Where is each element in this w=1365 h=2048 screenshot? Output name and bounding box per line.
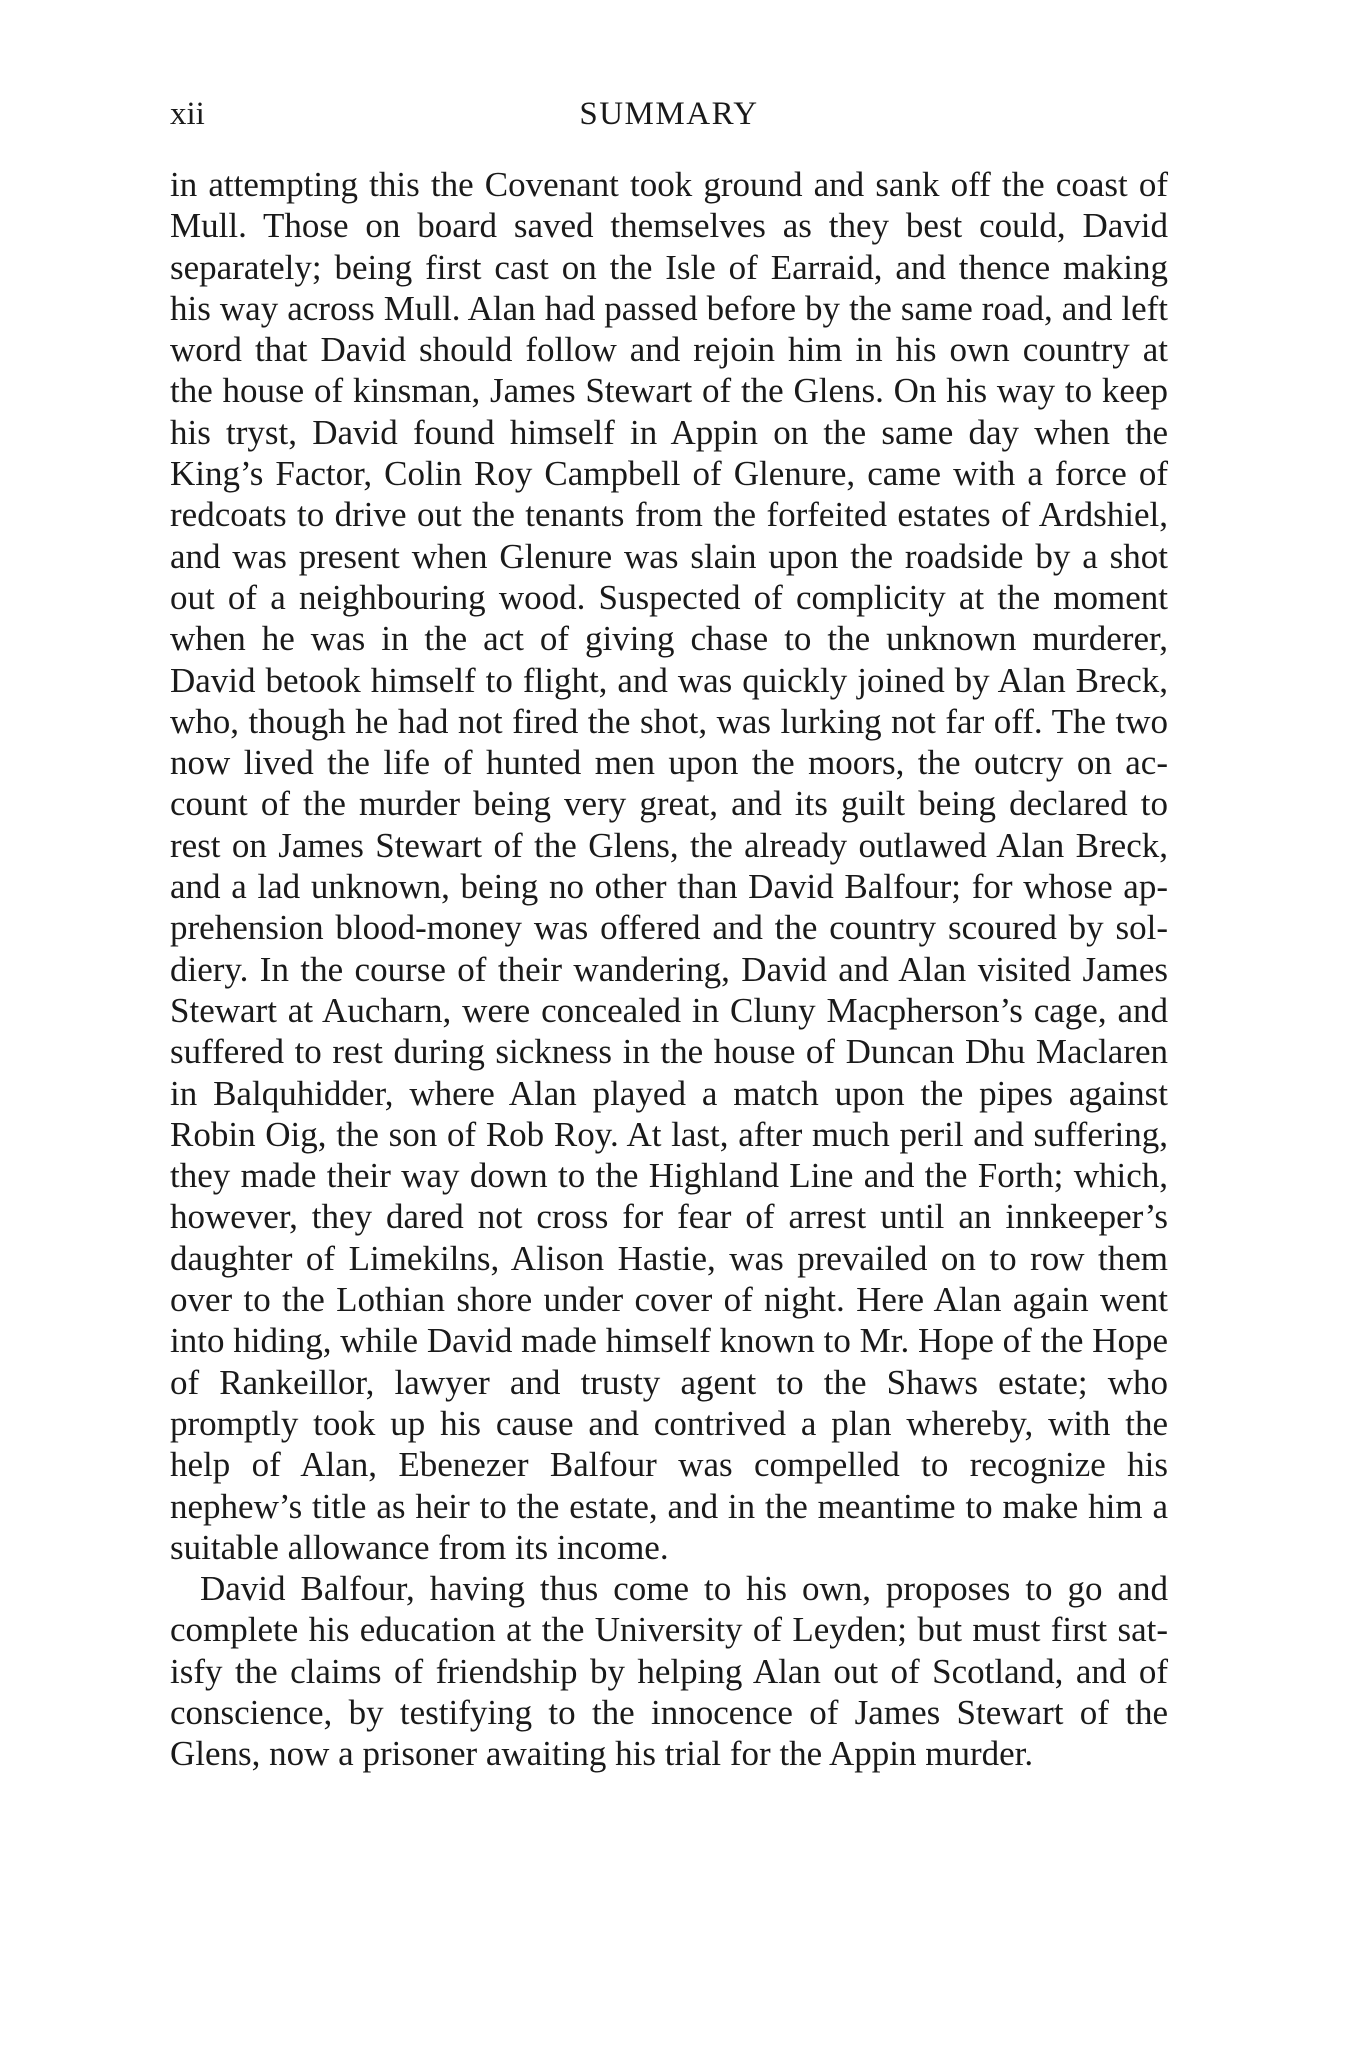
running-head <box>170 92 1168 136</box>
page-number: xii <box>170 96 205 132</box>
summary-text <box>170 164 1168 1775</box>
paragraph-continued: in attempting this the Covenant took ground and sank off the coast of Mull. Those on board saved themselves as they best could, David separately; being first cast on the Isle of Earraid, and thence making his way across Mull. Alan had passed before by the same road, and left word that David should follow and rejoin him in his own country at the house of kinsman, James Stewart of the Glens. On his way to keep his tryst, David found himself in Appin on the same day when the King’s Factor, Colin Roy Campbell of Glenure, came with a force of redcoats to drive out the tenants from the forfeited estates of Ardshiel, and was present when Glenure was slain upon the roadside by a shot out of a neighbouring wood. Suspected of complicity at the moment when he was in the act of giving chase to the unknown murderer, David betook himself to flight, and was quickly joined by Alan Breck, who, though he had not fired the shot, was lurking not far off. The two now lived the life of hunted men upon the moors, the outcry on account of the murder being very great, and its guilt being declared to rest on James Stewart of the Glens, the already outlawed Alan Breck, and a lad unknown, being no other than David Balfour; for whose apprehension blood-money was offered and the country scoured by soldiery. In the course of their wandering, David and Alan visited James Stewart at Aucharn, were concealed in Cluny Macpherson’s cage, and suffered to rest during sickness in the house of Duncan Dhu Maclaren in Balquhidder, where Alan played a match upon the pipes against Robin Oig, the son of Rob Roy. At last, after much peril and suffering, they made their way down to the Highland Line and the Forth; which, however, they dared not cross for fear of arrest until an innkeeper’s daughter of Limekilns, Alison Hastie, was prevailed on to row them over to the Lothian shore under cover of night. Here Alan again went into hiding, while David made himself known to Mr. Hope of the Hope of Rankeillor, lawyer and trusty agent to the Shaws estate; who promptly took up his cause and contrived a plan whereby, with the help of Alan, Ebenezer Balfour was compelled to recognize his nephew’s title as heir to the estate, and in the meantime to make him a suitable allowance from its income. <box>170 165 1168 1567</box>
paragraph-closing: David Balfour, having thus come to his own, proposes to go and complete his education at the University of Leyden; but must first satisfy the claims of friendship by helping Alan out of Scotland, and of conscience, by testifying to the innocence of James Stewart of the Glens, now a prisoner awaiting his trial for the Appin murder. <box>170 1569 1168 1774</box>
running-title: SUMMARY <box>579 96 759 132</box>
